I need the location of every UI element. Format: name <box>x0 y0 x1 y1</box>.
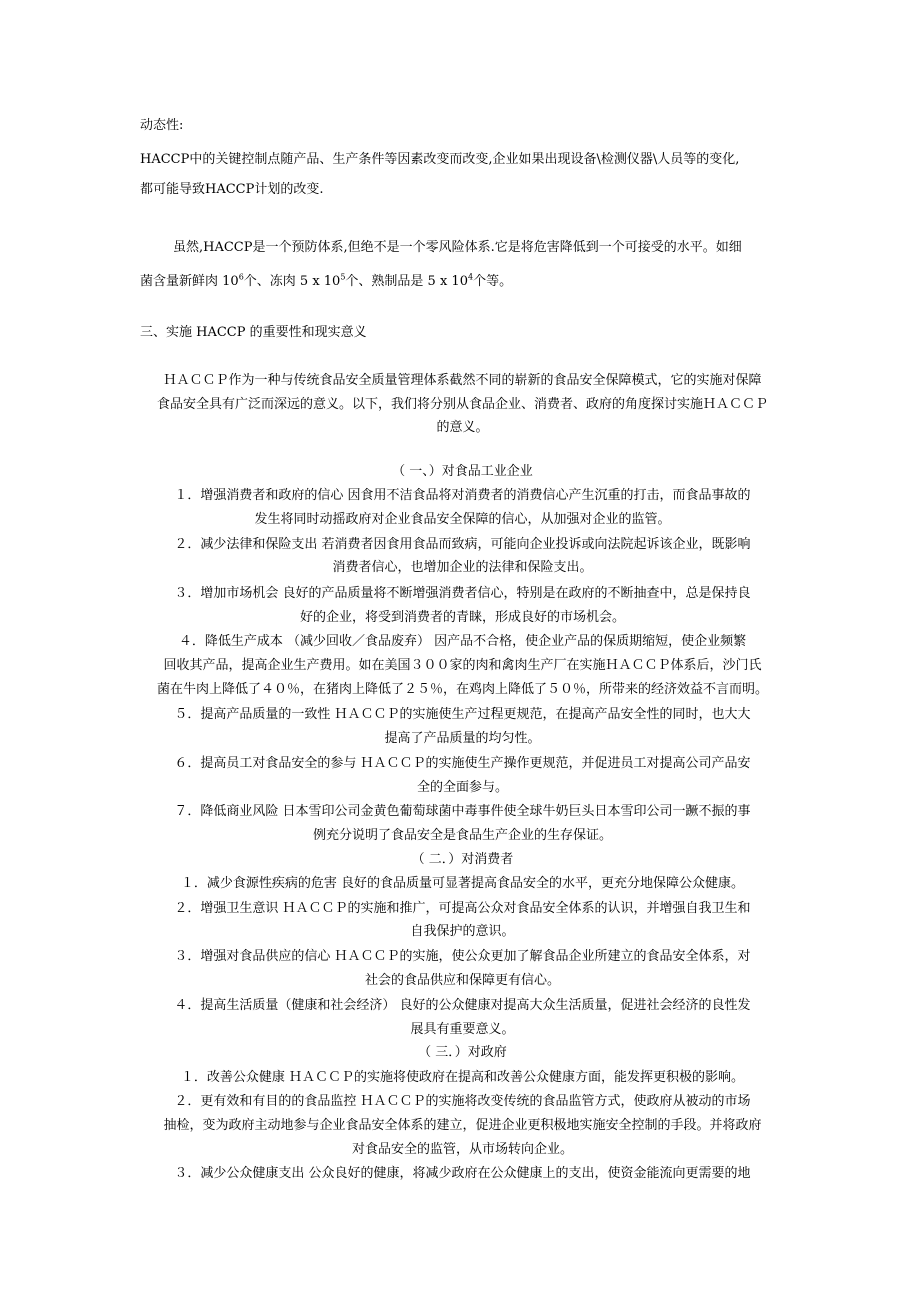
list-item-line: 菌在牛肉上降低了４０％，在猪肉上降低了２５％，在鸡肉上降低了５０％，所带来的经济效益不言而明。 <box>156 682 768 697</box>
subsection-heading: （ 三．）对政府 <box>418 1045 507 1060</box>
subsection-heading: （ 二．）对消费者 <box>411 852 514 867</box>
list-item-line: ２．减少法律和保险支出 若消费者因食用食品而致病，可能向企业投诉或向法院起诉该企业，既影响 <box>174 537 751 552</box>
list-item-line: 展具有重要意义。 <box>410 1022 515 1037</box>
list-item-line: ３．减少公众健康支出 公众良好的健康，将减少政府在公众健康上的支出，使资金能流向更需要的地 <box>174 1166 751 1181</box>
list-item-line: ７．降低商业风险 日本雪印公司金黄色葡萄球菌中毒事件使全球牛奶巨头日本雪印公司一蹶不振的事 <box>174 804 751 819</box>
subsection-heading: （ 一、）对食品工业企业 <box>392 464 533 479</box>
superscript: 6 <box>238 272 244 282</box>
list-item-line: 消费者信心，也增加企业的法律和保险支出。 <box>332 560 593 575</box>
text-run: 个、冻肉 5 x 10 <box>243 274 341 289</box>
list-item-line: １．减少食源性疾病的危害 良好的食品质量可显著提高食品安全的水平，更充分地保障公众健康。 <box>180 876 745 891</box>
list-item-line: 抽检，变为政府主动地参与企业食品安全体系的建立，促进企业更积极地实施安全控制的手段。并将政府 <box>163 1118 762 1133</box>
list-item-line: ３．增强对食品供应的信心 ＨＡＣＣＰ的实施，使公众更加了解食品企业所建立的食品安全体系，对 <box>174 949 751 964</box>
list-item-line: 发生将同时动摇政府对企业食品安全保障的信心，从加强对企业的监管。 <box>254 512 671 527</box>
list-item-line: ２．更有效和有目的的食品监控 ＨＡＣＣＰ的实施将改变传统的食品监管方式，使政府从被动的市场 <box>174 1094 751 1109</box>
list-item-line: ３．增加市场机会 良好的产品质量将不断增强消费者信心，特别是在政府的不断抽查中，总是保持良 <box>174 586 751 601</box>
list-item-line: ２．增强卫生意识 ＨＡＣＣＰ的实施和推广，可提高公众对食品安全体系的认识，并增强自我卫生和 <box>174 901 751 916</box>
paragraph-line: 食品安全具有广泛而深远的意义。以下，我们将分别从食品企业、消费者、政府的角度探讨实施ＨＡＣＣＰ <box>156 397 768 412</box>
section-heading: 三、实施 HACCP 的重要性和现实意义 <box>140 325 367 340</box>
heading-dynamic: 动态性: <box>140 118 184 133</box>
paragraph-line-superscripts <box>140 272 785 292</box>
list-item-line: 好的企业，将受到消费者的青睐，形成良好的市场机会。 <box>299 610 625 625</box>
list-item-line: 回收其产品，提高企业生产费用。如在美国３００家的肉和禽肉生产厂在实施ＨＡＣＣＰ体系后，沙门氏 <box>163 658 762 673</box>
paragraph-line: 虽然,HACCP是一个预防体系,但绝不是一个零风险体系.它是将危害降低到一个可接受的水平。如细 <box>173 240 742 255</box>
text-run: 个、熟制品是 5 x 10 <box>345 274 468 289</box>
text-run: 菌含量新鲜肉 10 <box>140 274 239 289</box>
list-item-line: 对食品安全的监管，从市场转向企业。 <box>351 1142 573 1157</box>
paragraph-line: HACCP中的关键控制点随产品、生产条件等因素改变而改变,企业如果出现设备\检测仪器\人员等的变化, <box>140 152 740 167</box>
list-item-line: ４．降低生产成本 （减少回收／食品废弃） 因产品不合格，使企业产品的保质期缩短，使企业频繁 <box>178 634 747 649</box>
list-item-line: １．增强消费者和政府的信心 因食用不洁食品将对消费者的消费信心产生沉重的打击，而食品事故的 <box>174 488 751 503</box>
list-item-line: 提高了产品质量的均匀性。 <box>384 731 541 746</box>
list-item-line: １．改善公众健康 ＨＡＣＣＰ的实施将使政府在提高和改善公众健康方面，能发挥更积极的影响。 <box>180 1070 745 1085</box>
list-item-line: 全的全面参与。 <box>416 780 508 795</box>
list-item-line: ４．提高生活质量（健康和社会经济） 良好的公众健康对提高大众生活质量，促进社会经济的良性发 <box>174 998 751 1013</box>
text-run: 个等。 <box>473 274 513 289</box>
list-item-line: ５．提高产品质量的一致性 ＨＡＣＣＰ的实施使生产过程更规范，在提高产品安全性的同时，也大大 <box>174 707 751 722</box>
list-item-line: 自我保护的意识。 <box>410 924 515 939</box>
paragraph-line: 都可能导致HACCP计划的改变. <box>140 182 324 197</box>
paragraph-line: ＨＡＣＣＰ作为一种与传统食品安全质量管理体系截然不同的崭新的食品安全保障模式，它的实施对保障 <box>163 373 762 388</box>
list-item-line: 社会的食品供应和保障更有信心。 <box>364 973 560 988</box>
list-item-line: ６．提高员工对食品安全的参与 ＨＡＣＣＰ的实施使生产操作更规范，并促进员工对提高公司产品安 <box>174 756 751 771</box>
superscript: 5 <box>340 272 346 282</box>
superscript: 4 <box>467 272 474 282</box>
paragraph-line: 的意义。 <box>436 420 489 435</box>
list-item-line: 例充分说明了食品安全是食品生产企业的生存保证。 <box>312 828 612 843</box>
